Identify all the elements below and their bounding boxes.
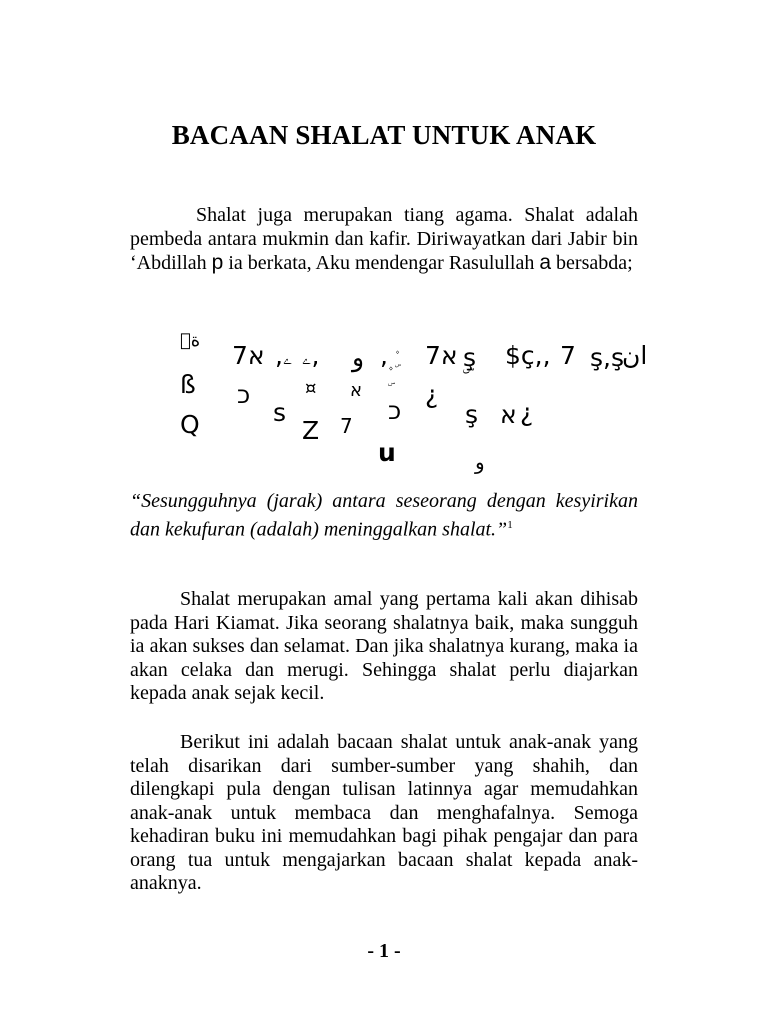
- arabic-glyph: ¿: [520, 398, 534, 427]
- page-title: BACAAN SHALAT UNTUK ANAK: [171, 120, 597, 150]
- arabic-glyph: 7א: [232, 341, 265, 370]
- arabic-glyph: $ç,,: [505, 341, 551, 370]
- quote-text: “Sesungguhnya (jarak) antara seseorang dengan kesyirikan dan kekufuran (adalah) meninggalkan shalat.”: [130, 490, 638, 541]
- arabic-glyph: ۣş: [463, 343, 477, 372]
- arabic-glyph: ة۫: [180, 330, 201, 351]
- intro-text-end: bersabda;: [556, 252, 633, 274]
- arabic-glyph: و: [352, 343, 365, 372]
- intro-text-mid: ia berkata, Aku mendengar Rasulullah: [228, 252, 535, 274]
- body-paragraph-2: Shalat merupakan amal yang pertama kali akan dihisab pada Hari Kiamat. Jika seorang shalatnya baik, maka sungguh ia akan sukses dan selamat. Dan jika shalatnya kurang, maka ia akan celaka dan merugi. Sehingga shalat perlu diajarkan kepada anak sejak kecil.: [130, 588, 638, 704]
- arabic-glyph: ,ۦ: [275, 341, 293, 370]
- arabic-glyph: ان: [622, 341, 648, 370]
- arabic-glyph: 7א: [425, 341, 458, 370]
- arabic-glyph: s: [273, 398, 287, 427]
- arabic-glyph: ş,ş: [590, 343, 624, 372]
- arabic-glyph: כ: [237, 380, 251, 409]
- arabic-glyph: ş: [465, 400, 479, 429]
- hadith-translation-quote: [130, 490, 638, 542]
- page-number: - 1 -: [367, 940, 401, 962]
- arabic-hadith-text: [0, 0, 768, 480]
- arabic-glyph: Z: [302, 416, 320, 445]
- arabic-glyph: Q: [180, 410, 200, 439]
- arabic-glyph: و: [475, 450, 485, 474]
- arabic-glyph: ¤: [305, 378, 317, 399]
- arabic-glyph: 7: [560, 341, 576, 370]
- honorific-shallallahu-symbol: a: [539, 251, 552, 274]
- arabic-glyph: א: [350, 380, 363, 401]
- arabic-glyph: 7: [340, 414, 353, 438]
- arabic-glyph: u: [378, 438, 396, 467]
- arabic-glyph: ۦ,: [302, 341, 320, 370]
- body-paragraph-3: Berikut ini adalah bacaan shalat untuk anak-anak yang telah disarikan dari sumber-sumber yang shahih, dan dilengkapi pula dengan tulisan latinnya agar memudahkan anak-anak untuk membaca dan menghafalnya. Semoga kehadiran buku ini memudahkan bagi pihak pengajar dan para orang tua untuk mengajarkan bacaan shalat kepada anak-anaknya.: [130, 731, 638, 894]
- footnote-reference: 1: [507, 518, 513, 531]
- intro-text-start: Shalat juga merupakan tiang agama. Shalat adalah pembeda antara mukmin dan kafir. Diriwayatkan dari Jabir bin ‘Abdillah: [130, 204, 638, 274]
- arabic-glyph: א: [500, 400, 517, 429]
- honorific-radhiyallahu-symbol: p: [211, 251, 224, 274]
- arabic-glyph: ,: [380, 341, 388, 370]
- arabic-glyph: ¿: [425, 380, 439, 409]
- arabic-glyph: כ: [388, 396, 402, 425]
- arabic-glyph: ß: [180, 370, 196, 399]
